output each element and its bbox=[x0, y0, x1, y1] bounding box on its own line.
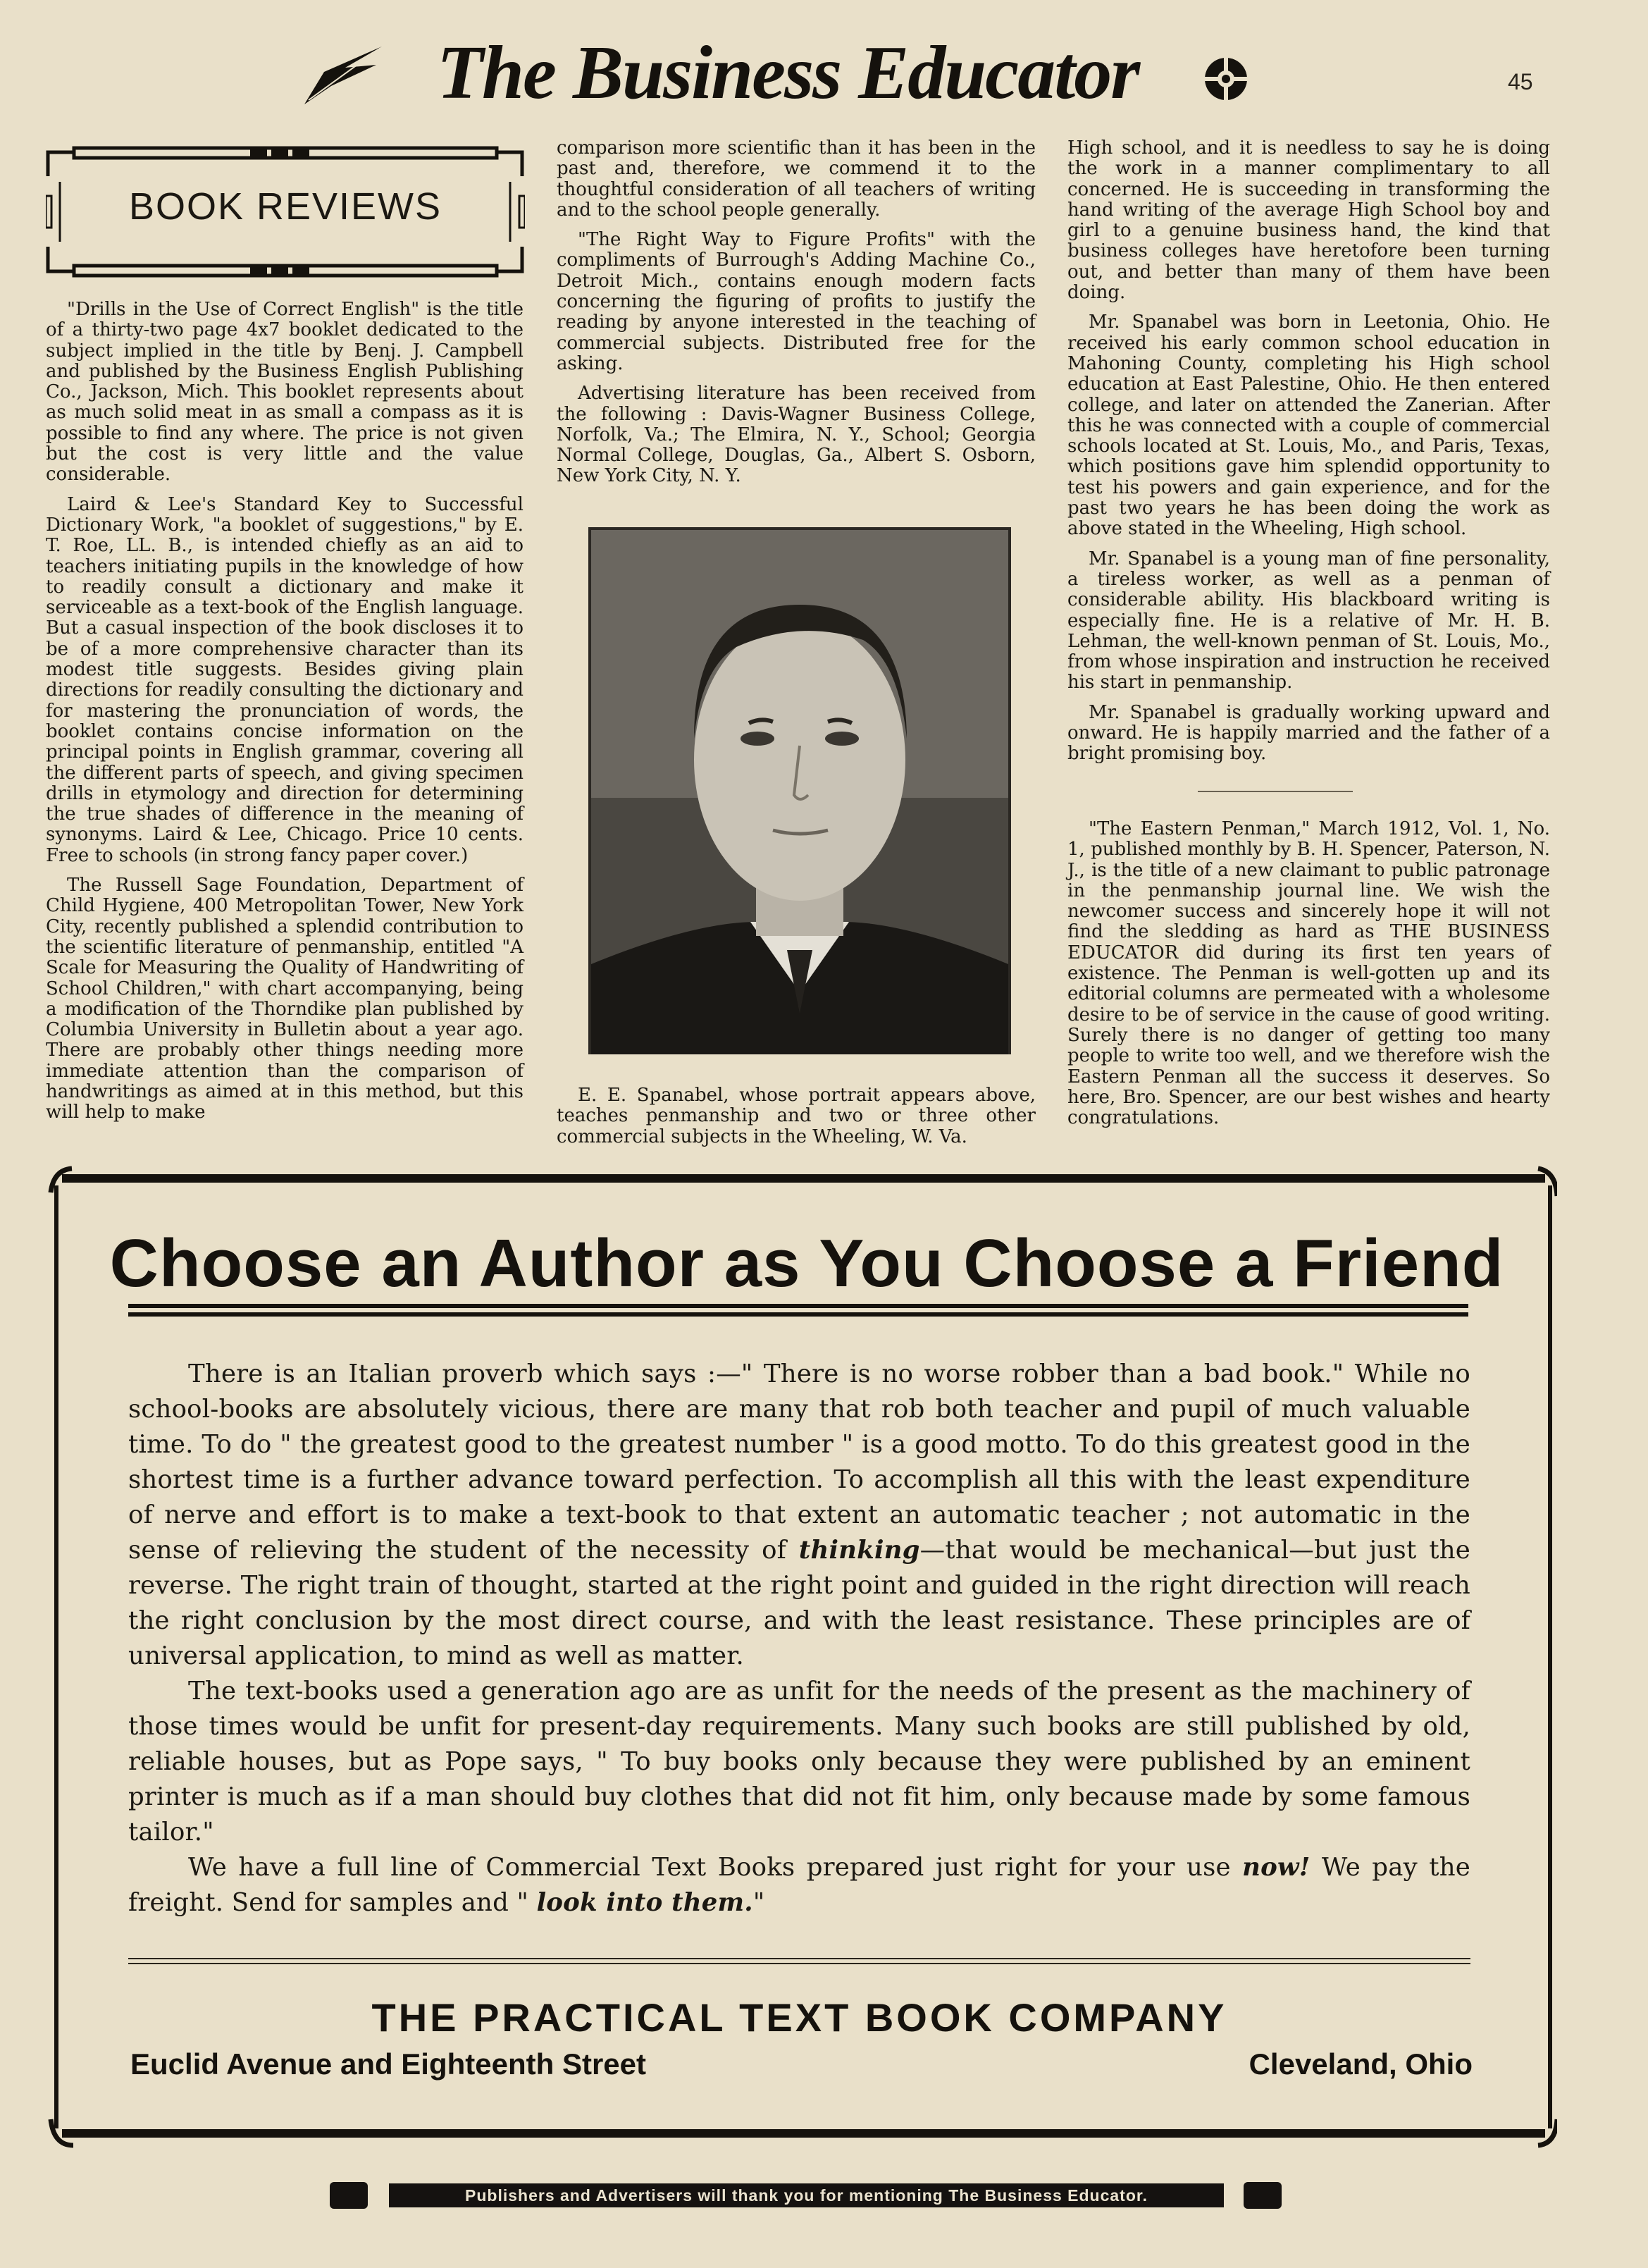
column-divider bbox=[1198, 791, 1353, 792]
right-column bbox=[1067, 138, 1550, 774]
caption-text: E. E. Spanabel, whose portrait appears above, teaches penmanship and two or three other commercial subjects in the Wheeling, W. Va. bbox=[557, 1085, 1036, 1147]
company-street: Euclid Avenue and Eighteenth Street bbox=[130, 2047, 647, 2081]
company-name: THE PRACTICAL TEXT BOOK COMPANY bbox=[371, 1995, 1227, 2040]
ad-text: There is an Italian proverb which says :—" There is no worse robber than a bad book." While no school-books are absolutely vicious, there are many that rob both teacher and pupil of much valuable time. To do " the greatest good to the greatest number " is a good motto. To do this greatest good in the shortest time is a further advance toward perfection. To accomplish all this with the least expenditure of nerve and effort is to make a text-book to that extent an automatic teacher ; not automatic in the sense of relieving the student of the necessity of bbox=[128, 1360, 1470, 1565]
advertisement-body bbox=[128, 1357, 1470, 1921]
ad-text: —that would be mechanical—but just the reverse. The right train of thought, started at the right point and guided in the right direction will reach the right conclusion by the most direct course, and with the least resistance. These principles are of universal application, to mind as well as matter. bbox=[128, 1536, 1470, 1670]
review-paragraph: Mr. Spanabel is gradually working upward and onward. He is happily married and the father of a bright promising boy. bbox=[1067, 701, 1550, 765]
right-column-bottom bbox=[1067, 819, 1550, 1138]
separator-rule bbox=[128, 1958, 1470, 1959]
footer-ornament bbox=[1244, 2182, 1282, 2209]
review-paragraph: High school, and it is needless to say he is doing the work in a manner complimentary to all concerned. He is succeeding in transforming the hand writing of the average High School boy and girl to a genuine business hand, the kind that business colleges have heretofore been turning out, and better than many of them have been doing. bbox=[1067, 137, 1550, 304]
review-paragraph: Mr. Spanabel was born in Leetonia, Ohio. He received his early common school education in Mahoning County, completing his High school education at East Palestine, Ohio. He then entered college, and later on attended the Zanerian. After this he was connected with a couple of commercial schools located at St. Louis, Mo., and Paris, Texas, which positions gave him splendid opportunity to test his powers and gain experience, and for the past two years he has been doing the work as above stated in the Wheeling, High school. bbox=[1067, 312, 1550, 540]
emblem-icon bbox=[1198, 51, 1254, 107]
headline-rule bbox=[128, 1312, 1468, 1317]
ad-text: We pay the freight. Send for samples and " bbox=[128, 1853, 1470, 1917]
advertisement-headline: Choose an Author as You Choose a Friend bbox=[109, 1226, 1504, 1301]
ad-text: We have a full line of Commercial Text Books prepared just right for your use bbox=[188, 1853, 1243, 1882]
ad-paragraph bbox=[128, 1850, 1470, 1921]
review-paragraph: Mr. Spanabel is a young man of fine personality, a tireless worker, as well as a penman of considerable ability. His blackboard writing is especially fine. He is a relative of Mr. H. B. Lehman, the well-known penman of St. Louis, Mo., from whose inspiration and instruction he received his start in penmanship. bbox=[1067, 548, 1550, 694]
review-paragraph: "Drills in the Use of Correct English" is the title of a thirty-two page 4x7 booklet dedicated to the subject implied in the title by Benj. J. Campbell and published by the Business English Publishing Co., Jackson, Mich. This booklet represents about as much solid meat in as small a compass as it is possible to find any where. The price is not given but the cost is very little and the value considerable. bbox=[46, 299, 523, 486]
review-paragraph: Laird & Lee's Standard Key to Successful Dictionary Work, "a booklet of suggestions," by E. T. Roe, LL. B., is intended chiefly as an aid to teachers initiating pupils in the knowledge of how to readily consult a dictionary and make it serviceable as a text-book of the English language. But a casual inspection of the book discloses it to be of a more comprehensive character than its modest title suggests. Besides giving plain directions for readily consulting the dictionary and for mastering the pronunciation of words, the booklet contains concise information on the principal points in English grammar, covering all the different parts of speech, and giving specimen drills in etymology and direction for determining the true shades of difference in the meaning of synonyms. Laird & Lee, Chicago. Price 10 cents. Free to schools (in strong fancy paper cover.) bbox=[46, 493, 523, 866]
headline-rule bbox=[128, 1304, 1468, 1308]
footer-banner: Publishers and Advertisers will thank you for mentioning The Business Educator. bbox=[389, 2183, 1224, 2207]
page-number: 45 bbox=[1508, 69, 1533, 94]
middle-column bbox=[557, 138, 1036, 496]
company-city: Cleveland, Ohio bbox=[1249, 2047, 1473, 2081]
ad-paragraph bbox=[128, 1357, 1470, 1674]
review-paragraph: The Russell Sage Foundation, Department of Child Hygiene, 400 Metropolitan Tower, New York City, recently published a splendid contribution to the scientific literature of penmanship, entitled "A Scale for Measuring the Quality of Handwriting of School Children," with chart accompanying, being a modification of the Thorndike plan published by Columbia University in Bulletin about a year ago. There are probably other things needing more immediate attention than the comparison of handwritings as aimed at in this method, but this will help to make bbox=[46, 875, 523, 1123]
footer-ornament bbox=[330, 2182, 368, 2209]
ad-text: " bbox=[752, 1888, 765, 1917]
review-paragraph: Advertising literature has been received from the following : Davis-Wagner Business College, Norfolk, Va.; The Elmira, N. Y., School; Georgia Normal College, Douglas, Ga., Albert S. Osborn, New York City, N. Y. bbox=[557, 383, 1036, 487]
review-paragraph: "The Right Way to Figure Profits" with the compliments of Burrough's Adding Machine Co., Detroit Mich., contains enough modern facts concerning the figuring of profits to justify the reading by anyone interested in the teaching of commercial subjects. Distributed free for the asking. bbox=[557, 229, 1036, 374]
portrait-photo bbox=[588, 527, 1011, 1054]
section-heading: BOOK REVIEWS bbox=[128, 185, 442, 228]
ad-emphasis: thinking bbox=[798, 1536, 920, 1565]
masthead-title: The Business Educator bbox=[437, 31, 1139, 115]
ad-paragraph: The text-books used a generation ago are as unfit for the needs of the present as the machinery of those times would be unfit for present-day requirements. Many such books are still published by old, reliable houses, but as Pope says, " To buy books only because they were published by an eminent printer is much as if a man should buy clothes that did not fit him, only because made by some famous tailor." bbox=[128, 1677, 1470, 1847]
quill-icon bbox=[303, 44, 384, 107]
separator-rule bbox=[128, 1963, 1470, 1964]
review-paragraph: comparison more scientific than it has been in the past and, therefore, we commend it to the thoughtful consideration of all teachers of writing and to the school people generally. bbox=[557, 137, 1036, 221]
portrait-caption bbox=[557, 1085, 1036, 1157]
ad-emphasis: look into them. bbox=[536, 1888, 753, 1917]
ad-emphasis: now! bbox=[1242, 1853, 1311, 1882]
review-paragraph: "The Eastern Penman," March 1912, Vol. 1, No. 1, published monthly by B. H. Spencer, Paterson, N. J., is the title of a new claimant to public patronage in the penmanship journal line. We wish the newcomer success and sincerely hope it will not find the sledding as hard as THE BUSINESS EDUCATOR did during its first ten years of existence. The Penman is well-gotten up and its editorial columns are permeated with a wholesome desire to be of service in the cause of good writing. Surely there is no danger of getting too many people to write too well, and we therefore wish the Eastern Penman all the success it deserves. So here, Bro. Spencer, are our best wishes and hearty congratulations. bbox=[1067, 818, 1550, 1129]
left-column bbox=[46, 300, 523, 1133]
